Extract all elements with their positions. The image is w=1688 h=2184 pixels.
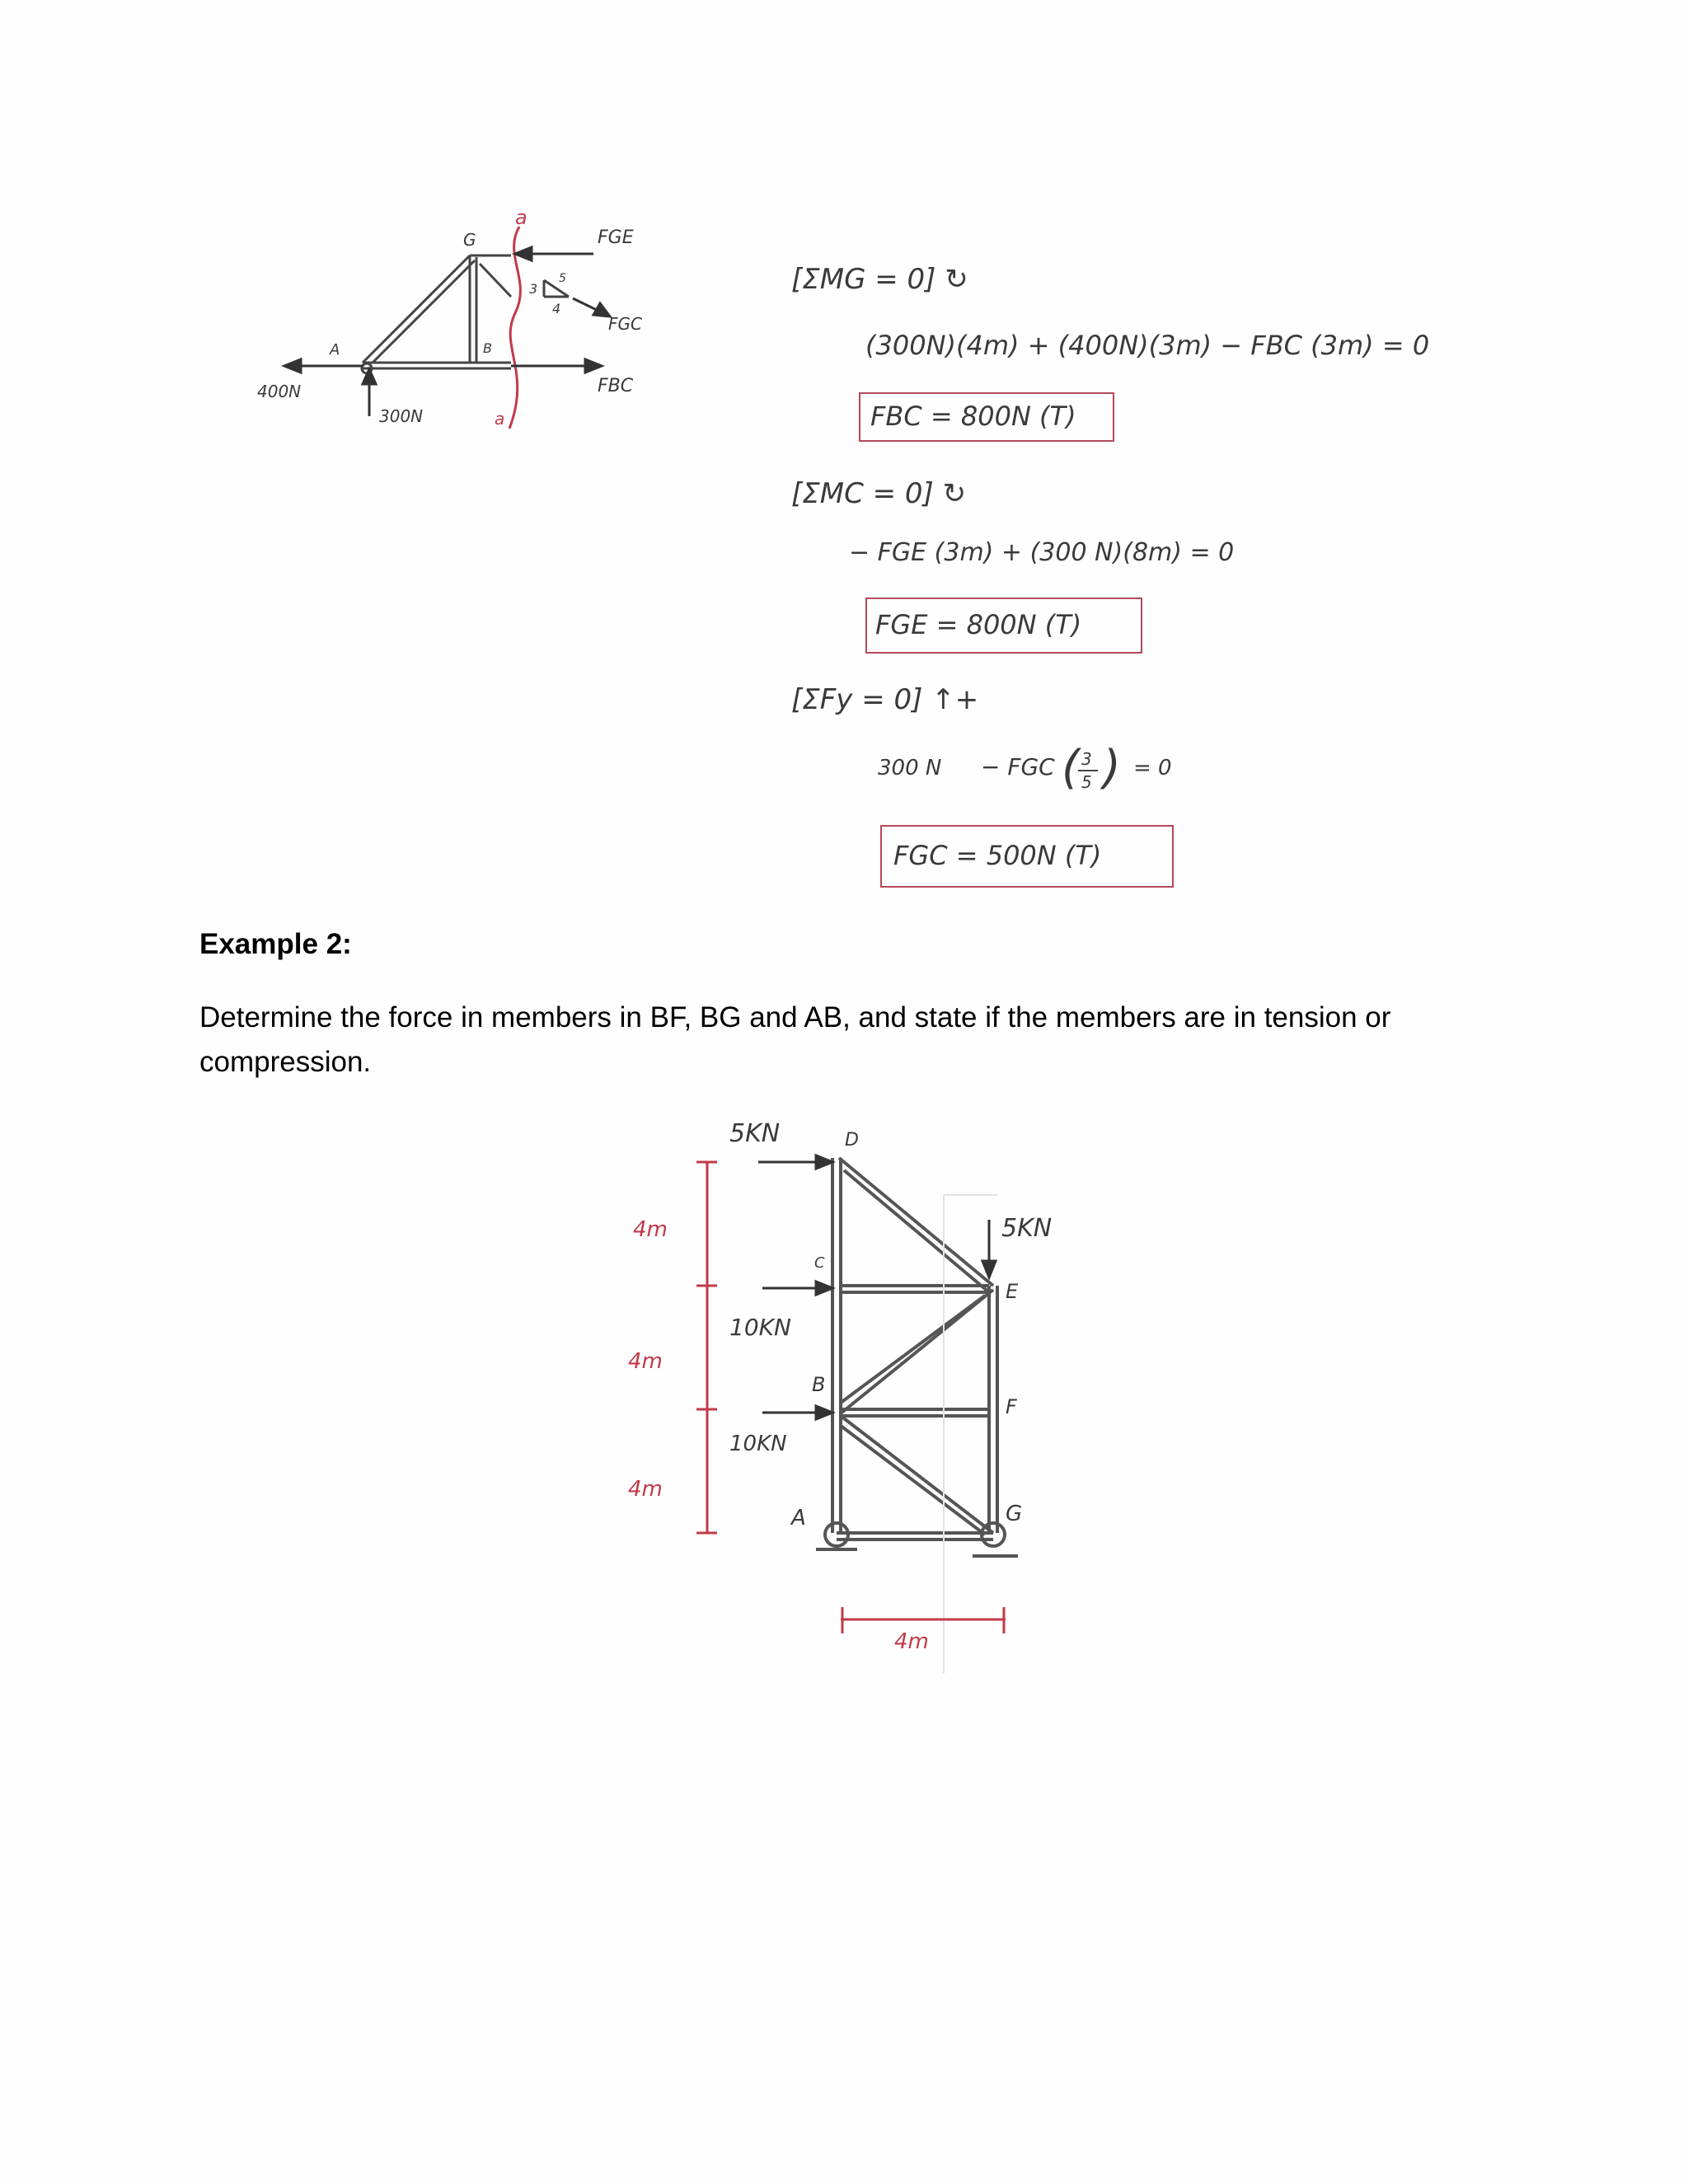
load-e: 5KN [1001,1214,1053,1243]
eq3-header: [ΣFy = 0] ↑+ [791,683,979,716]
dim-1: 4m [633,1217,668,1242]
answer-2: FGE = 800N (T) [875,609,1082,640]
label-b: B [812,1373,826,1396]
slope-5: 5 [559,272,566,285]
load-400n: 400N [257,382,302,401]
eq1-header: [ΣMG = 0] ↻ [791,263,968,296]
label-fgc: FGC [608,314,642,334]
label-a: A [791,1506,806,1530]
eq3-close-paren: ) [1103,741,1121,794]
problem-statement: Determine the force in members in BF, BG and AB, and state if the members are in tension or compression. [199,1001,1391,1078]
label-b: B [483,340,492,356]
load-c: 10KN [729,1314,791,1341]
answer-box-3 [880,825,1174,888]
label-cut-top: a [515,206,528,229]
eq3-b: − FGC [981,753,1055,780]
dim-2: 4m [628,1349,663,1374]
slope-3: 3 [529,281,538,297]
label-f: F [1006,1395,1017,1418]
answer-box-2 [865,598,1142,654]
eq3-open-paren: ( [1062,741,1080,794]
load-b: 10KN [729,1432,787,1456]
example-heading: Example 2: [199,928,352,960]
answer-3: FGC = 500N (T) [893,840,1102,871]
label-c: C [814,1254,825,1272]
solution-equations [775,239,1434,898]
answer-box-1 [859,392,1114,442]
eq3-a: 300 N [878,756,942,780]
label-g: G [463,230,476,250]
label-a: A [330,341,340,359]
load-300n: 300N [379,406,424,426]
label-d: D [845,1130,859,1151]
dim-bottom: 4m [894,1629,929,1654]
load-top: 5KN [729,1119,781,1148]
eq2-header: [ΣMC = 0] ↻ [791,477,967,510]
label-g: G [1006,1502,1023,1526]
eq3-frac-num: 3 [1081,749,1092,769]
answer-1: FBC = 800N (T) [870,401,1076,432]
slope-4: 4 [552,301,561,316]
dim-3: 4m [628,1477,663,1502]
eq1: (300N)(4m) + (400N)(3m) − FBC (3m) = 0 [865,330,1430,361]
label-e: E [1006,1280,1019,1303]
fbd-sketch [247,206,709,453]
eq2: − FGE (3m) + (300 N)(8m) = 0 [849,538,1235,567]
eq3-frac-den: 5 [1081,772,1092,792]
label-fbc: FBC [598,376,634,396]
eq3-c: = 0 [1133,756,1172,780]
truss-sketch [610,1113,1121,1690]
label-cut-bottom: a [495,409,505,429]
label-fge: FGE [598,227,634,248]
